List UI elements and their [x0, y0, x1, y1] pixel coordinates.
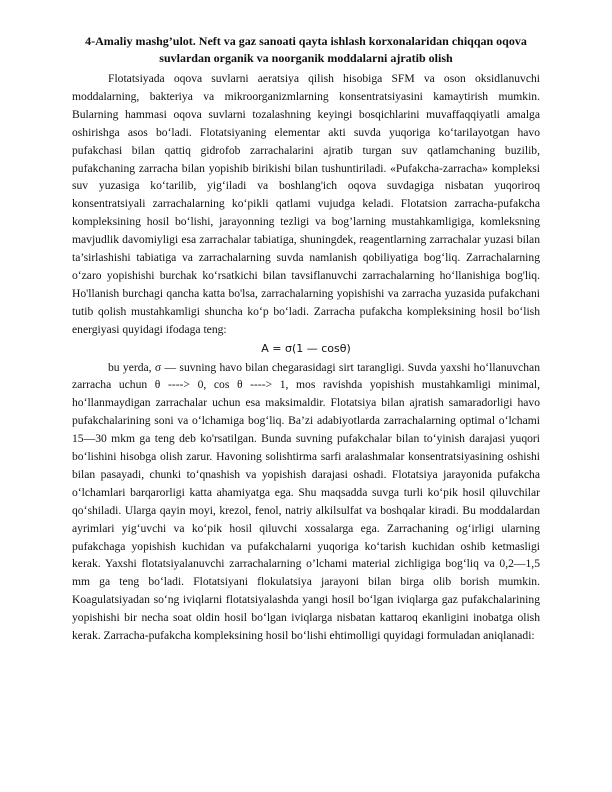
- document-title: 4-Amaliy mashg’ulot. Neft va gaz sanoati qayta ishlash korxonalaridan chiqqan oqova suvlardan organik va noorganik moddalarni ajratib olish: [85, 34, 527, 65]
- document-page: [72, 33, 540, 645]
- paragraph-flotation-details: bu yerda, σ — suvning havo bilan chegarasidagi sirt tarangligi. Suvda yaxshi ho‘llanuvchan zarracha uchun θ ----> 0, cos θ ----> 1, mos ravishda yopishish mustahkamligi minimal, ho‘llanmaydigan zarrachalar uchun esa maksimaldir. Flotatsiya bilan ajratish samaradorligi havo pufakchalarining soni va o‘lchamiga bog‘liq. Ba’zi adabiyotlarda zarrachalarning optimal o‘lchami 15—30 mkm ga teng deb ko'rsatilgan. Bunda suvning pufakchalar bilan to‘yinish darajasi yuqori bo‘lishini hisobga olish zarur. Havoning solishtirma sarfi aralashmalar konsentratsiyasining oshishi bilan pasayadi, chunki to‘qnashish va yopishish darajasi oshadi. Flotatsiya jarayonida pufakcha o‘lchamlari barqarorligi katta ahamiyatga ega. Shu maqsadda suvga turli ko‘pik hosil qiluvchilar qo‘shiladi. Ularga qayin moyi, krezol, fenol, natriy alkilsulfat va boshqalar kiradi. Bu moddalardan ayrimlari yig‘uvchi va ko‘pik hosil qiluvchi xossalarga ega. Zarrachaning og‘irligi ularning pufakchaga yopishish kuchidan va pufakchalarni yuqoriga ko‘tarish kuchidan oshib ketmasligi kerak. Yaxshi flotatsiyalanuvchi zarrachalarning o’lchami material zichligiga bog‘liq va 0,2—1,5 mm ga teng bo‘ladi. Flotatsiyani flokulatsiya jarayoni bilan birga olib borish mumkin. Koagulatsiyadan so‘ng iviqlarni flotatsiyalashda yangi hosil bo‘lgan iviqlarga gaz pufakchalarining yopishishi bir necha soat oldin hosil bo‘lgan iviqlarga nisbatan kattaroq ekanligini inobatga olish kerak. Zarracha-pufakcha kompleksining hosil bo‘lishi ehtimolligi quyidagi formuladan aniqlanadi:: [72, 360, 540, 643]
- energy-formula: A = σ(1 — cosθ): [261, 341, 351, 355]
- paragraph-flotation-intro: Flotatsiyada oqova suvlarni aeratsiya qilish hisobiga SFM va oson oksidlanuvchi moddalarning, bakteriya va mikroorganizmlarning konsentratsiyasini kamaytirish mumkin. Bularning hammasi oqova suvlarni tozalashning keyingi bosqichlarini muvaffaqqiyatli amalga oshirishga asos bo‘ladi. Flotatsiyaning elementar akti suvda yuqoriga ko‘tarilayotgan havo pufakchasi bilan qattiq gidrofob zarrachalarini ajratib turgan suv qatlamchaning buzilib, pufakchaning zarracha bilan yopishib birikishi bilan tushuntiriladi. «Pufakcha-zarracha» kompleksi suv yuzasiga ko‘tarilib, yig‘iladi va boshlang'ich oqova suvdagiga nisbatan yuqoriroq konsentratsiyali zarrachalarning ko‘pikli qatlami vujudga keladi. Flotatsion zarracha-pufakcha kompleksining hosil bo‘lishi, jarayonning tezligi va bog’larning mustahkamligiga, komleksning mavjudlik davomiyligi esa zarrachalar tabiatiga, shuningdek, reagentlarning zarrachalar yuzasi bilan ta’sirlashishi tabiatiga va zarrachalarning suvda namlanish qobiliyatiga bog‘liq. Zarrachalarning o‘zaro yopishishi burchak ko‘rsatkichi bilan tavsiflanuvchi zarrachalarning ho‘llanishiga bog'liq. Ho'llanish burchagi qancha katta bo'lsa, zarrachalarning yopishishi va zarracha yuzasida pufakchani tutib qolish mustahkamligi shuncha ko‘p bo‘ladi. Zarracha pufakcha kompleksining hosil bo‘lish energiyasi quyidagi ifodaga teng:: [72, 72, 540, 336]
